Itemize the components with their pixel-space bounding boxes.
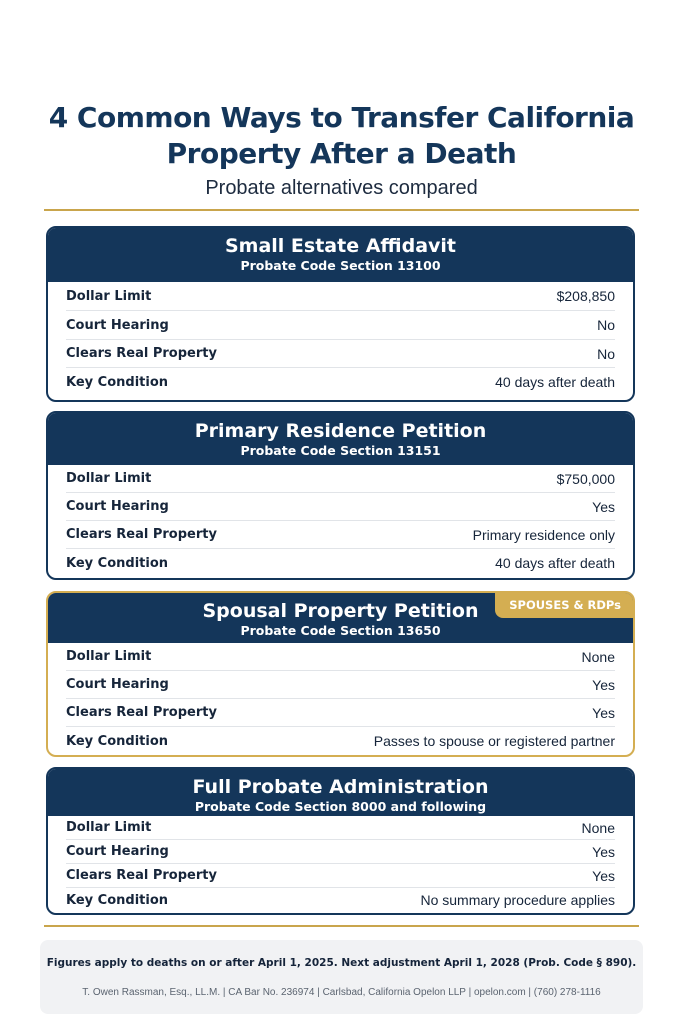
row-value: $750,000 (556, 470, 615, 487)
row-label: Clears Real Property (66, 527, 217, 542)
row-value: Yes (592, 867, 615, 884)
footer-contact: T. Owen Rassman, Esq., LL.M. | CA Bar No. 236974 | Carlsbad, California Opelon LLP | opelon.com | (760) 278-1116 (82, 987, 601, 998)
row-label: Clears Real Property (66, 346, 217, 361)
row-label: Dollar Limit (66, 471, 152, 486)
row-value: 40 days after death (495, 555, 615, 571)
row-label: Court Hearing (66, 677, 169, 692)
row-value: $208,850 (556, 288, 615, 304)
table-row (66, 671, 615, 699)
card-header (48, 769, 633, 816)
row-value: Yes (592, 704, 615, 721)
row-value: 40 days after death (495, 374, 615, 390)
table-row (66, 816, 615, 840)
card-code: Probate Code Section 13650 (240, 623, 441, 638)
bottom-divider (44, 925, 639, 927)
spouses-badge: SPOUSES & RDPs (495, 593, 635, 618)
card-title: Primary Residence Petition (194, 420, 487, 442)
card-code: Probate Code Section 13151 (240, 443, 441, 458)
row-label: Key Condition (66, 374, 169, 390)
page-title (0, 100, 683, 172)
table-row (66, 282, 615, 311)
row-value: Passes to spouse or registered partner (373, 733, 615, 749)
card-spousal-property-petition (46, 591, 635, 757)
table-row (66, 727, 615, 755)
card-primary-residence-petition (46, 411, 635, 580)
table-row (66, 311, 615, 340)
card-rows (48, 282, 633, 396)
top-divider (44, 209, 639, 211)
row-label: Clears Real Property (66, 705, 217, 720)
card-title: Full Probate Administration (192, 776, 489, 798)
row-value: None (581, 819, 615, 836)
card-rows (48, 465, 633, 577)
row-label: Court Hearing (66, 317, 169, 333)
row-value: Primary residence only (472, 526, 615, 543)
table-row (66, 340, 615, 368)
row-label: Key Condition (66, 555, 169, 571)
card-code: Probate Code Section 8000 and following (194, 799, 487, 814)
table-row (66, 521, 615, 549)
row-label: Dollar Limit (66, 288, 152, 304)
table-row (66, 888, 615, 912)
row-label: Key Condition (66, 892, 169, 908)
table-row (66, 643, 615, 671)
table-row (66, 840, 615, 864)
card-rows (48, 816, 633, 912)
table-row (66, 699, 615, 727)
table-row (66, 368, 615, 396)
row-label: Dollar Limit (66, 820, 152, 835)
table-row (66, 465, 615, 493)
card-title: Spousal Property Petition (202, 600, 479, 622)
row-label: Clears Real Property (66, 868, 217, 883)
row-label: Court Hearing (66, 844, 169, 859)
table-row (66, 864, 615, 888)
footer-note: Figures apply to deaths on or after April 1, 2025. Next adjustment April 1, 2028 (Prob. Code § 890). (46, 957, 637, 969)
card-full-probate-administration (46, 767, 635, 915)
footer (40, 940, 643, 1014)
card-code: Probate Code Section 13100 (240, 258, 441, 273)
table-row (66, 549, 615, 577)
card-title: Small Estate Affidavit (224, 235, 456, 257)
row-value: Yes (592, 676, 615, 693)
row-value: No (597, 317, 615, 333)
row-value: None (581, 648, 615, 665)
page-subtitle: Probate alternatives compared (205, 177, 478, 199)
card-rows (48, 643, 633, 755)
card-header (48, 413, 633, 465)
table-row (66, 493, 615, 521)
row-label: Court Hearing (66, 499, 169, 514)
row-label: Key Condition (66, 733, 169, 749)
row-value: No (597, 345, 615, 362)
card-header (48, 593, 633, 643)
page-title-line-1: 4 Common Ways to Transfer California (48, 101, 635, 134)
card-header (48, 228, 633, 282)
row-value: Yes (592, 498, 615, 515)
row-value: No summary procedure applies (420, 892, 615, 908)
row-label: Dollar Limit (66, 649, 152, 664)
row-value: Yes (592, 843, 615, 860)
page-title-line-2: Property After a Death (166, 137, 517, 170)
card-small-estate-affidavit (46, 226, 635, 402)
